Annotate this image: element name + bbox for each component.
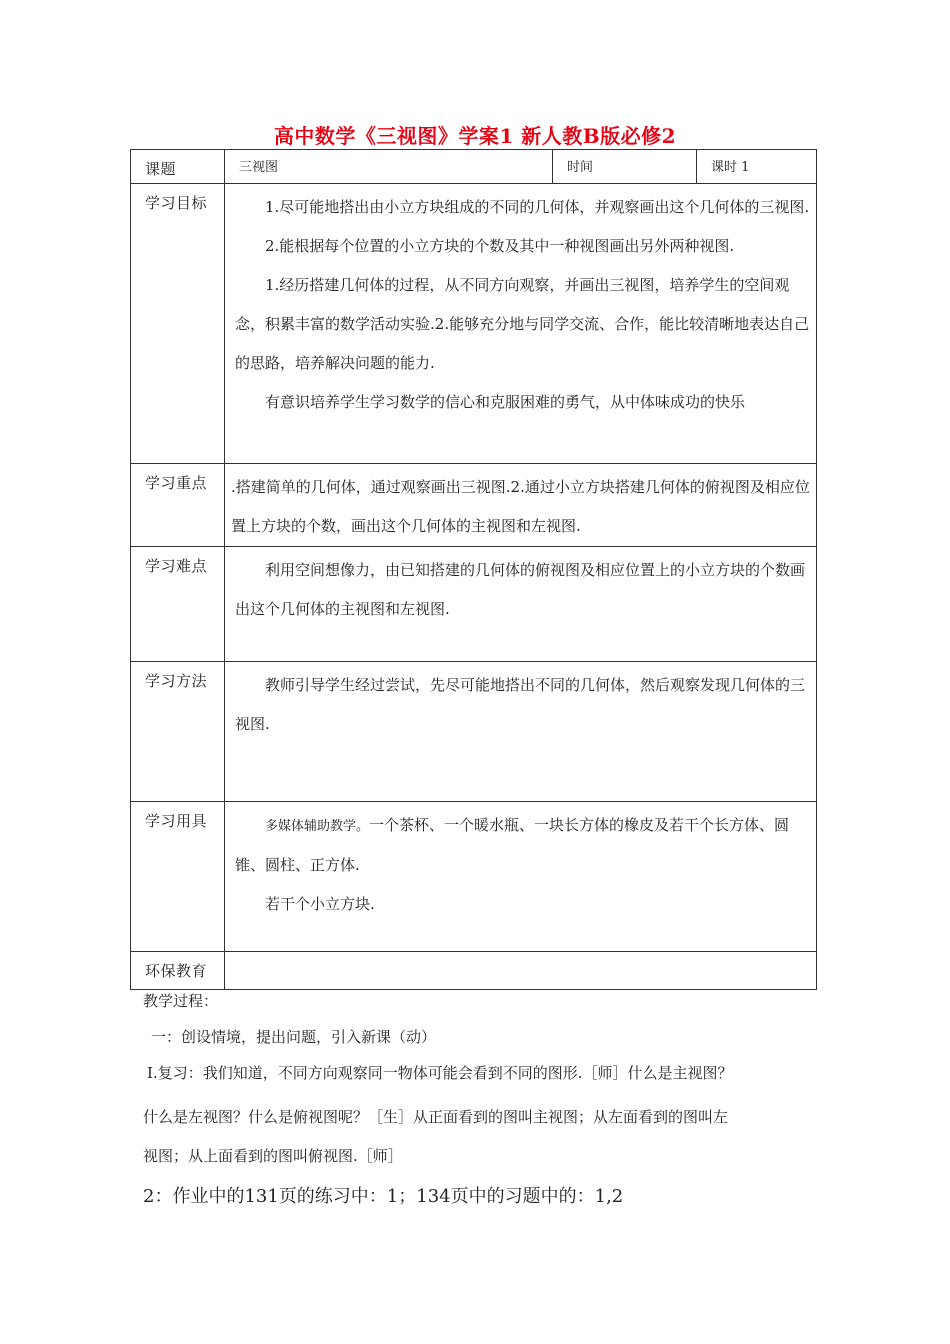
tools-content xyxy=(225,802,817,952)
key-label: 学习重点 xyxy=(131,464,225,547)
goals-label: 学习目标 xyxy=(131,184,225,464)
method-text: 教师引导学生经过尝试，先尽可能地搭出不同的几何体，然后观察发现几何体的三视图. xyxy=(235,676,806,733)
key-content: .搭建简单的几何体，通过观察画出三视图.2.通过小立方块搭建几何体的俯视图及相应位置上方块的个数，画出这个几何体的主视图和左视图. xyxy=(225,464,817,547)
method-content xyxy=(225,662,817,802)
env-row xyxy=(131,952,817,990)
lesson-plan-table xyxy=(130,149,817,990)
tools-text xyxy=(235,806,810,885)
goal-item: 1.尽可能地搭出由小立方块组成的不同的几何体，并观察画出这个几何体的三视图. xyxy=(265,198,810,216)
document-title: 高中数学《三视图》学案1 新人教B版必修2 xyxy=(273,124,677,148)
difficulty-label: 学习难点 xyxy=(131,547,225,662)
difficulty-text: 利用空间想像力，由已知搭建的几何体的俯视图及相应位置上的小立方块的个数画出这个几何体的主视图和左视图. xyxy=(235,561,806,618)
goals-row xyxy=(131,184,817,464)
tools-prefix: 多媒体辅助教学。 xyxy=(265,819,370,834)
header-row xyxy=(131,150,817,184)
period-label: 课时 1 xyxy=(697,150,817,184)
topic-label: 课题 xyxy=(131,150,225,184)
env-label: 环保教育 xyxy=(131,952,225,990)
tools-text-2: 若干个小立方块. xyxy=(265,895,375,913)
goal-item: 有意识培养学生学习数学的信心和克服困难的勇气，从中体味成功的快乐 xyxy=(265,393,746,411)
process-step-1: 一：创设情境，提出问题，引入新课（动） xyxy=(151,1028,437,1046)
goals-content xyxy=(225,184,817,464)
key-row xyxy=(131,464,817,547)
goal-item: 2.能根据每个位置的小立方块的个数及其中一种视图画出另外两种视图. xyxy=(265,237,735,255)
goal-item: 1.经历搭建几何体的过程，从不同方向观察，并画出三视图，培养学生的空间观念，积累丰富的数学活动实验.2.能够充分地与同学交流、合作，能比较清晰地表达自己的思路，培养解决问题的能力. xyxy=(235,276,810,372)
topic-value: 三视图 xyxy=(225,150,553,184)
review-line: 视图；从上面看到的图叫俯视图.［师］ xyxy=(143,1147,403,1165)
homework-line: 2：作业中的131页的练习中：1；134页中的习题中的：1,2 xyxy=(143,1186,624,1207)
review-line: 什么是左视图？什么是俯视图呢？［生］从正面看到的图叫主视图；从左面看到的图叫左 xyxy=(143,1108,729,1126)
difficulty-row xyxy=(131,547,817,662)
difficulty-content xyxy=(225,547,817,662)
tools-rest: 一个茶杯、一个暖水瓶、一块长方体的橡皮及若干个长方体、圆锥、圆柱、正方体. xyxy=(235,816,790,874)
process-heading: 教学过程： xyxy=(143,992,219,1010)
method-label: 学习方法 xyxy=(131,662,225,802)
tools-label: 学习用具 xyxy=(131,802,225,952)
method-row xyxy=(131,662,817,802)
env-content xyxy=(225,952,817,990)
tools-row xyxy=(131,802,817,952)
review-line: Ⅰ.复习：我们知道，不同方向观察同一物体可能会看到不同的图形.［师］什么是主视图？ xyxy=(147,1064,733,1082)
time-label: 时间 xyxy=(553,150,697,184)
